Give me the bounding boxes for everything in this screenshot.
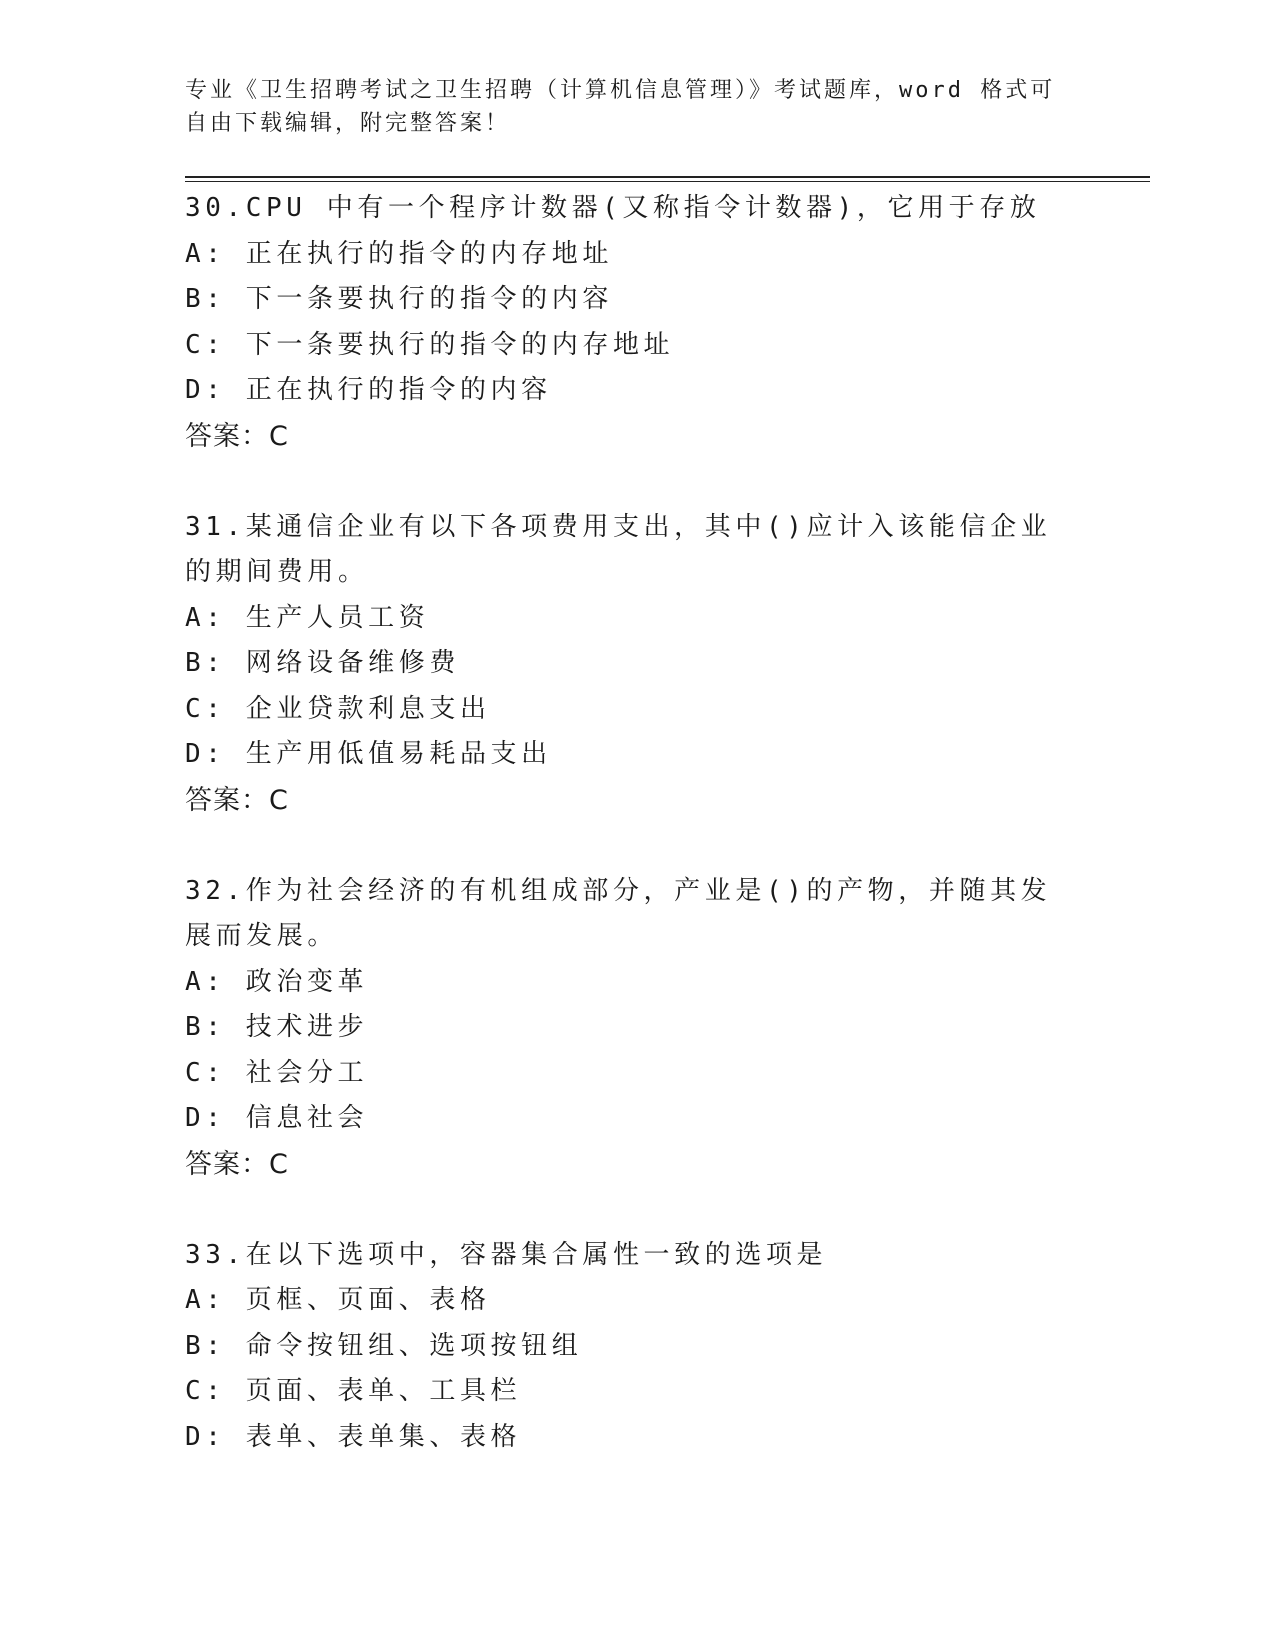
question-list	[185, 186, 1145, 1506]
question-31	[185, 505, 1145, 823]
answer: 答案：C	[185, 420, 289, 452]
question-text: 32.作为社会经济的有机组成部分，产业是()的产物，并随其发展而发展。	[185, 875, 1052, 951]
answer: 答案：C	[185, 1148, 289, 1180]
option-c: C: 页面、表单、工具栏	[185, 1376, 522, 1406]
option-a: A: 页框、页面、表格	[185, 1285, 491, 1315]
document-header: 专业《卫生招聘考试之卫生招聘（计算机信息管理）》考试题库，word 格式可自由下载编辑，附完整答案！	[185, 78, 1056, 136]
option-b: B: 网络设备维修费	[185, 648, 460, 678]
option-a: A: 政治变革	[185, 966, 369, 997]
option-d: D: 正在执行的指令的内容	[185, 375, 552, 405]
question-32	[185, 869, 1145, 1187]
option-b: B: 命令按钮组、选项按钮组	[185, 1330, 583, 1361]
option-b: B: 下一条要执行的指令的内容	[185, 284, 613, 314]
option-d: D: 信息社会	[185, 1103, 369, 1133]
option-c: C: 企业贷款利息支出	[185, 693, 491, 724]
option-c: C: 社会分工	[185, 1057, 369, 1088]
option-c: C: 下一条要执行的指令的内存地址	[185, 329, 675, 360]
option-a: A: 正在执行的指令的内存地址	[185, 238, 613, 269]
question-30	[185, 186, 1145, 459]
question-text: 30.CPU 中有一个程序计数器(又称指令计数器)，它用于存放	[185, 193, 1041, 223]
option-b: B: 技术进步	[185, 1012, 369, 1042]
question-33	[185, 1233, 1145, 1461]
question-text: 31.某通信企业有以下各项费用支出，其中()应计入该能信企业的期间费用。	[185, 511, 1052, 587]
option-d: D: 表单、表单集、表格	[185, 1421, 522, 1452]
option-a: A: 生产人员工资	[185, 602, 430, 633]
question-text: 33.在以下选项中，容器集合属性一致的选项是	[185, 1239, 828, 1270]
option-d: D: 生产用低值易耗品支出	[185, 739, 552, 769]
answer: 答案：C	[185, 784, 289, 816]
header-divider	[185, 176, 1150, 182]
